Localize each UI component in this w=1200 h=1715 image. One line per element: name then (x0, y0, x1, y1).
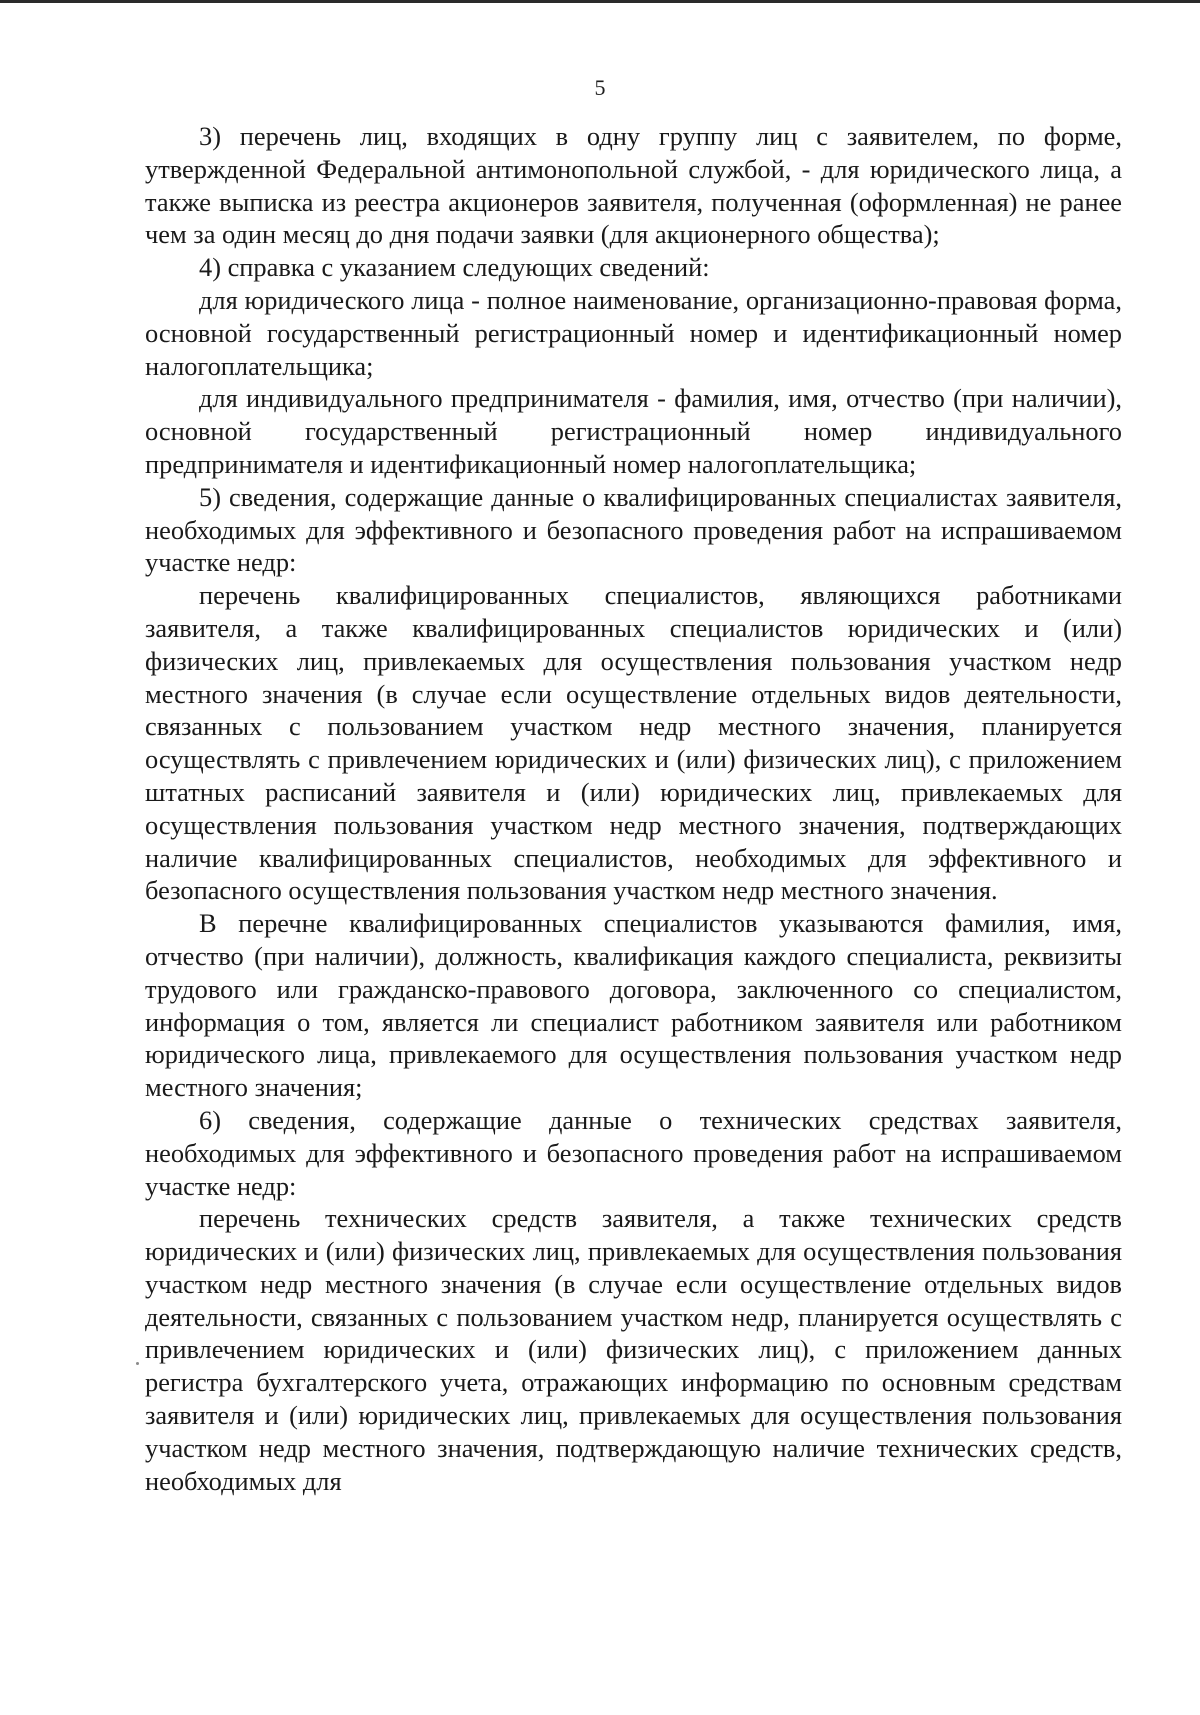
document-body (145, 120, 1122, 1497)
paragraph-legal-entity: для юридического лица - полное наименование, организационно-правовая форма, основной государственный регистрационный номер и идентификационный номер налогоплательщика; (145, 284, 1122, 381)
paragraph-item-4: 4) справка с указанием следующих сведений: (199, 252, 710, 283)
paragraph-specialists-list: перечень квалифицированных специалистов, являющихся работниками заявителя, а также квалифицированных специалистов юридических и (или) физических лиц, привлекаемых для осуществления пользования участком недр местного значения (в случае если осуществление отдельных видов деятельности, связанных с пользованием участком недр местного значения, планируется осуществлять с привлечением юридических и (или) физических лиц), с приложением штатных расписаний заявителя и (или) юридических лиц, привлекаемых для осуществления пользования участком недр местного значения, подтверждающих наличие квалифицированных специалистов, необходимых для эффективного и безопасного осуществления пользования участком недр местного значения. (145, 580, 1122, 906)
page-number: 5 (594, 75, 606, 100)
paragraph-specialists-details: В перечне квалифицированных специалистов указываются фамилия, имя, отчество (при наличии), должность, квалификация каждого специалиста, реквизиты трудового или гражданско-правового договора, заключенного со специалистом, информация о том, является ли специалист работником заявителя или работником юридического лица, привлекаемого для осуществления пользования участком недр местного значения; (145, 908, 1122, 1103)
scan-top-edge (0, 0, 1200, 3)
paragraph-item-3: 3) перечень лиц, входящих в одну группу лиц с заявителем, по форме, утвержденной Федеральной антимонопольной службой, - для юридического лица, а также выписка из реестра акционеров заявителя, полученная (оформленная) не ранее чем за один месяц до дня подачи заявки (для акционерного общества); (145, 121, 1122, 250)
paragraph-technical-means-list: перечень технических средств заявителя, а также технических средств юридических и (или) физических лиц, привлекаемых для осуществления пользования участком недр местного значения (в случае если осуществление отдельных видов деятельности, связанных с пользованием участком недр, планируется осуществлять с привлечением юридических и (или) физических лиц), с приложением данных регистра бухгалтерского учета, отражающих информацию по основным средствам заявителя и (или) юридических лиц, привлекаемых для осуществления пользования участком недр местного значения, подтверждающую наличие технических средств, необходимых для (145, 1203, 1122, 1496)
paragraph-item-5: 5) сведения, содержащие данные о квалифицированных специалистах заявителя, необходимых для эффективного и безопасного проведения работ на испрашиваемом участке недр: (145, 481, 1122, 578)
paragraph-item-6: 6) сведения, содержащие данные о технических средствах заявителя, необходимых для эффективного и безопасного проведения работ на испрашиваемом участке недр: (145, 1104, 1122, 1201)
scan-dust-mark (136, 1362, 139, 1365)
paragraph-individual-entrepreneur: для индивидуального предпринимателя - фамилия, имя, отчество (при наличии), основной государственный регистрационный номер индивидуального предпринимателя и идентификационный номер налогоплательщика; (145, 383, 1122, 479)
